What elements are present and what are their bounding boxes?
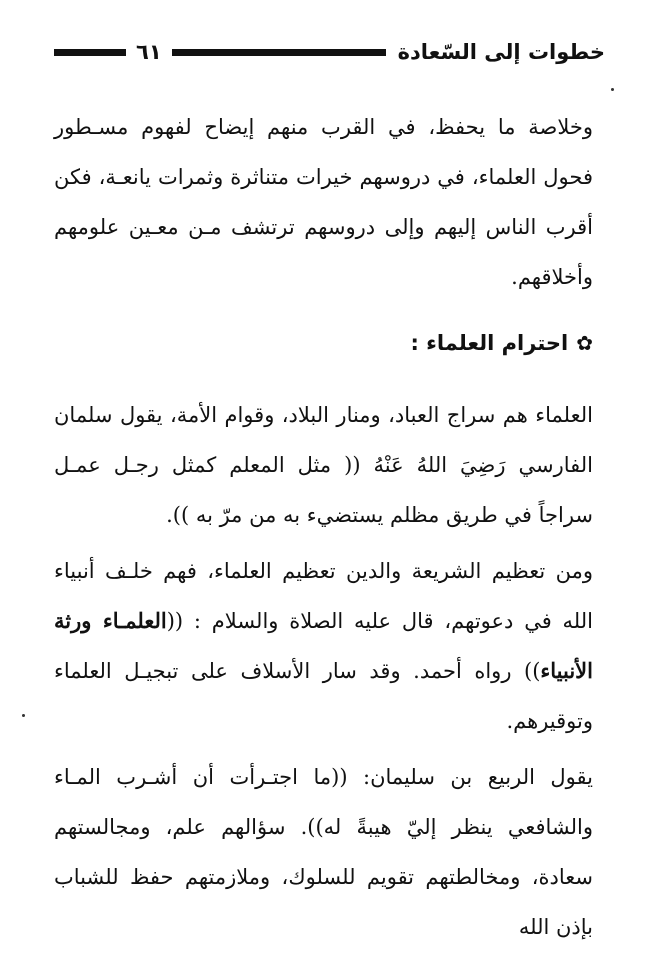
scan-speck <box>22 714 25 717</box>
paragraph-2-text: العلماء هم سراج العباد، ومنار البلاد، وقوام الأمة، يقول سلمان الفارسي رَضِيَ اللهُ عَنْهُ (( مثل المعلم كمثل رجـل عمـل سراجاً في طريق مظلم يستضيء به من مرّ به )). <box>54 403 593 527</box>
page-header <box>42 34 605 70</box>
scan-speck <box>611 88 614 91</box>
paragraph-1 <box>54 102 593 302</box>
page-number: ٦١ <box>136 40 162 64</box>
section-title: احترام العلماء : <box>410 331 569 355</box>
paragraph-1-text: وخلاصة ما يحفظ، في القرب منهم إيضاح لفهوم مسـطور فحول العلماء، في دروسهم خيرات متناثرة وثمرات يانعـة، فكن أقرب الناس إليهم وإلى دروسهم ترتشف مـن معـين علومهم وأخلاقهم. <box>54 115 593 289</box>
section-heading <box>54 318 593 368</box>
paragraph-3 <box>54 546 593 746</box>
paragraph-2 <box>54 390 593 540</box>
running-title: خطوات إلى السّعادة <box>397 40 605 64</box>
header-rule <box>54 40 386 64</box>
header-rule-short <box>54 49 126 56</box>
paragraph-3-end: )) رواه أحمد. وقد سار الأسلاف على تبجيـل العلماء وتوقيرهم. <box>54 659 593 733</box>
header-rule-long <box>172 49 386 56</box>
paragraph-3-text <box>54 546 593 746</box>
paragraph-3-start: ومن تعظيم الشريعة والدين تعظيم العلماء، فهم خلـف أنبياء الله في دعوتهم، قال عليه الصلاة والسلام : (( <box>54 559 593 633</box>
paragraph-4 <box>54 752 593 952</box>
paragraph-4-text: يقول الربيع بن سليمان: ((ما اجتـرأت أن أشـرب المـاء والشافعي ينظر إليّ هيبةً له)). سؤالهم علم، ومجالستهم سعادة، ومخالطتهم تقويم للسلوك، وملازمتهم حفظ للشباب بإذن الله <box>54 765 593 939</box>
hadith-quote: العلمـاء ورثة الأنبياء <box>54 608 593 683</box>
flower-icon: ✿ <box>576 331 593 355</box>
